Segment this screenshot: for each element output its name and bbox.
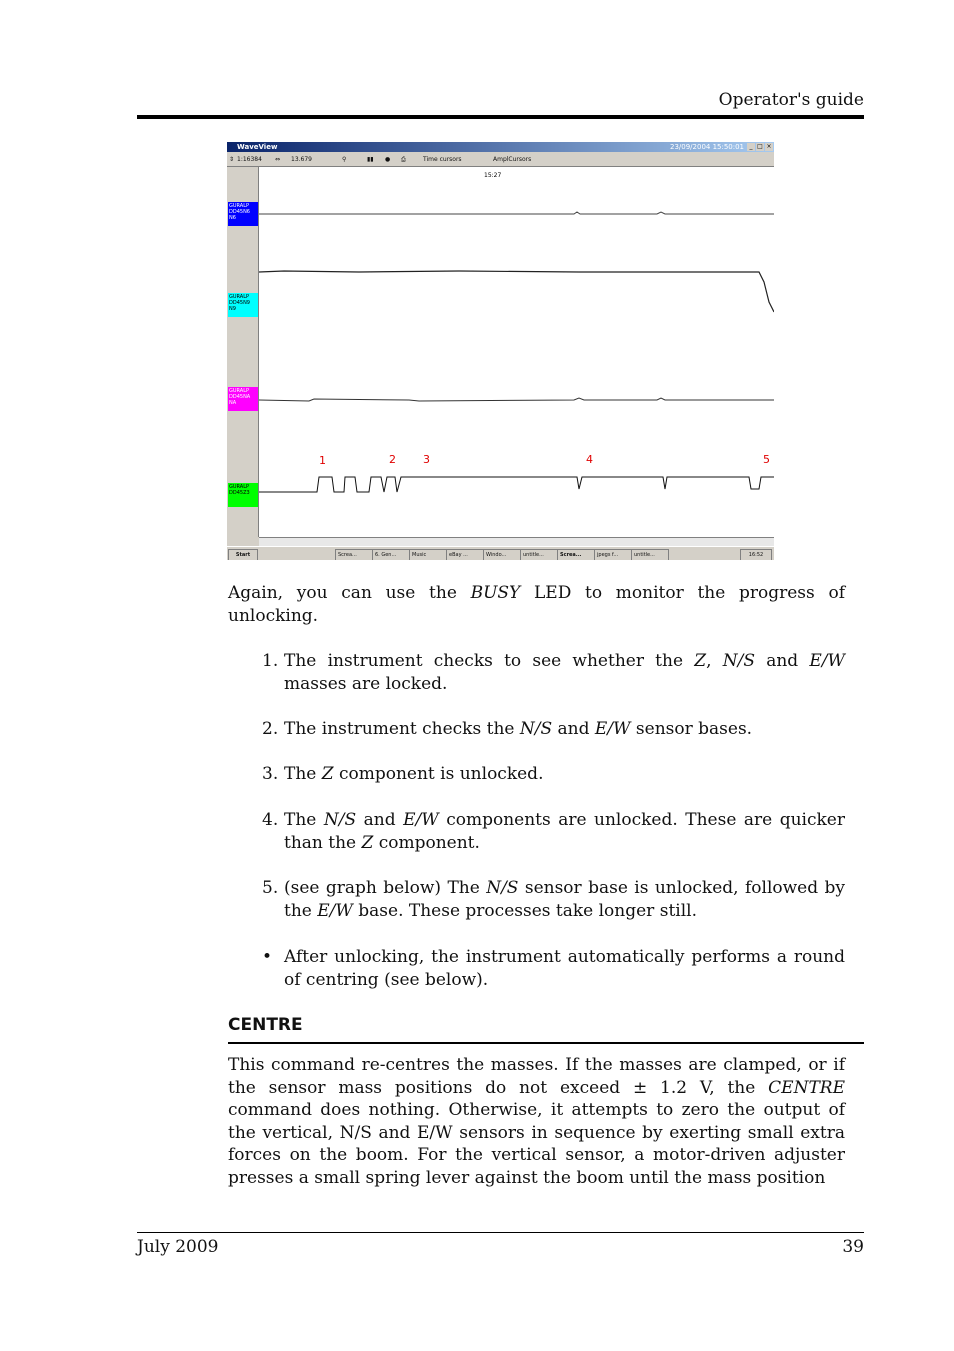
channel-label[interactable]: GURALP DD45NA NA xyxy=(228,387,258,411)
cursor-readout: 15:27 xyxy=(484,172,502,179)
waveform-plot[interactable] xyxy=(259,167,774,537)
time-cursors-button[interactable]: Time cursors xyxy=(423,156,462,163)
list-item-text: After unlocking, the instrument automatically performs a round of centring (see below). xyxy=(284,947,845,990)
channel-label[interactable]: GURALP DD45N9 N9 xyxy=(228,293,258,317)
list-item-number: • xyxy=(262,947,273,967)
value-readout: 13.679 xyxy=(291,156,312,163)
list-item-text: The instrument checks the N/S and E/W sensor bases. xyxy=(284,719,753,739)
list-item-text: The Z component is unlocked. xyxy=(284,764,544,784)
close-button[interactable]: × xyxy=(766,143,772,150)
taskbar-item[interactable]: 6. Gen... xyxy=(372,549,410,560)
scale-readout: 1:16384 xyxy=(237,156,262,163)
section-rule xyxy=(228,1042,864,1044)
marker-1: 1 xyxy=(319,454,326,467)
centre-paragraph: This command re-centres the masses. If the masses are clamped, or if the sensor mass positions do not exceed ± 1.2 V, the CENTRE command does nothing. Otherwise, it attempts to zero the output of the vertical, N/S and E/W sensors in sequence by exerting small extra forces on the boom. For the vertical sensor, a motor-driven adjuster presses a small spring lever against the boom until the mass position xyxy=(228,1055,845,1188)
waveview-toolbar xyxy=(227,153,774,167)
taskbar-clock: 16:52 xyxy=(740,549,772,560)
waveform-traces xyxy=(259,167,774,537)
maximize-button[interactable]: □ xyxy=(757,143,763,150)
waveview-screenshot xyxy=(227,142,774,560)
horizontal-scrollbar[interactable] xyxy=(259,537,774,546)
window-titlebar xyxy=(227,142,774,152)
window-title: WaveView xyxy=(237,143,278,151)
intro-paragraph: Again, you can use the BUSY LED to monitor the progress of unlocking. xyxy=(228,583,845,626)
bars-icon[interactable]: ▮▮ xyxy=(367,156,374,163)
list-item-text: The N/S and E/W components are unlocked. These are quicker than the Z component. xyxy=(284,810,845,853)
trace-1 xyxy=(259,212,774,214)
footer-rule xyxy=(137,1232,864,1233)
taskbar-item[interactable]: Screa... xyxy=(335,549,373,560)
running-header: Operator's guide xyxy=(718,90,864,110)
window-datetime: 23/09/2004 15:50:01 xyxy=(670,143,745,151)
filter-icon[interactable]: ⚲ xyxy=(342,156,347,163)
zoom-icon[interactable]: ⇔ xyxy=(275,156,281,163)
footer-date: July 2009 xyxy=(137,1237,219,1257)
taskbar xyxy=(227,546,774,560)
channel-label[interactable]: GURALP DD45Z3 xyxy=(228,483,258,507)
print-icon[interactable]: ⎙ xyxy=(401,156,406,163)
taskbar-item[interactable]: untitle... xyxy=(631,549,669,560)
taskbar-item[interactable]: eBay ... xyxy=(446,549,484,560)
list-item-text: (see graph below) The N/S sensor base is unlocked, followed by the E/W base. These processes take longer still. xyxy=(284,878,845,921)
trace-2 xyxy=(259,271,774,312)
record-icon[interactable]: ● xyxy=(385,156,391,163)
channel-column xyxy=(227,167,259,537)
taskbar-item[interactable]: jpegs f... xyxy=(594,549,632,560)
marker-5: 5 xyxy=(763,453,770,466)
minimize-button[interactable]: _ xyxy=(747,143,755,151)
taskbar-item[interactable]: untitle... xyxy=(520,549,558,560)
list-item-number: 1. xyxy=(262,651,279,671)
trace-3 xyxy=(259,398,774,401)
start-button[interactable]: Start xyxy=(228,549,258,560)
list-item-number: 2. xyxy=(262,719,279,739)
section-title: CENTRE xyxy=(228,1015,303,1035)
list-item-number: 3. xyxy=(262,764,279,784)
taskbar-item[interactable]: Windo... xyxy=(483,549,521,560)
scroll-arrows-icon[interactable]: ⇕ xyxy=(229,156,235,163)
header-rule xyxy=(137,115,864,119)
channel-label[interactable]: GURALP DD45N6 N6 xyxy=(228,202,258,226)
list-item-text: The instrument checks to see whether the Z, N/S and E/W masses are locked. xyxy=(284,651,846,694)
list-item-number: 5. xyxy=(262,878,279,898)
page-number: 39 xyxy=(842,1237,864,1257)
ampl-cursors-button[interactable]: AmplCursors xyxy=(493,156,532,163)
taskbar-item[interactable]: Music xyxy=(409,549,447,560)
marker-4: 4 xyxy=(586,453,593,466)
list-item-number: 4. xyxy=(262,810,279,830)
trace-4 xyxy=(259,477,774,492)
marker-2: 2 xyxy=(389,453,396,466)
taskbar-item-active[interactable]: Screa... xyxy=(557,549,595,560)
marker-3: 3 xyxy=(423,453,430,466)
